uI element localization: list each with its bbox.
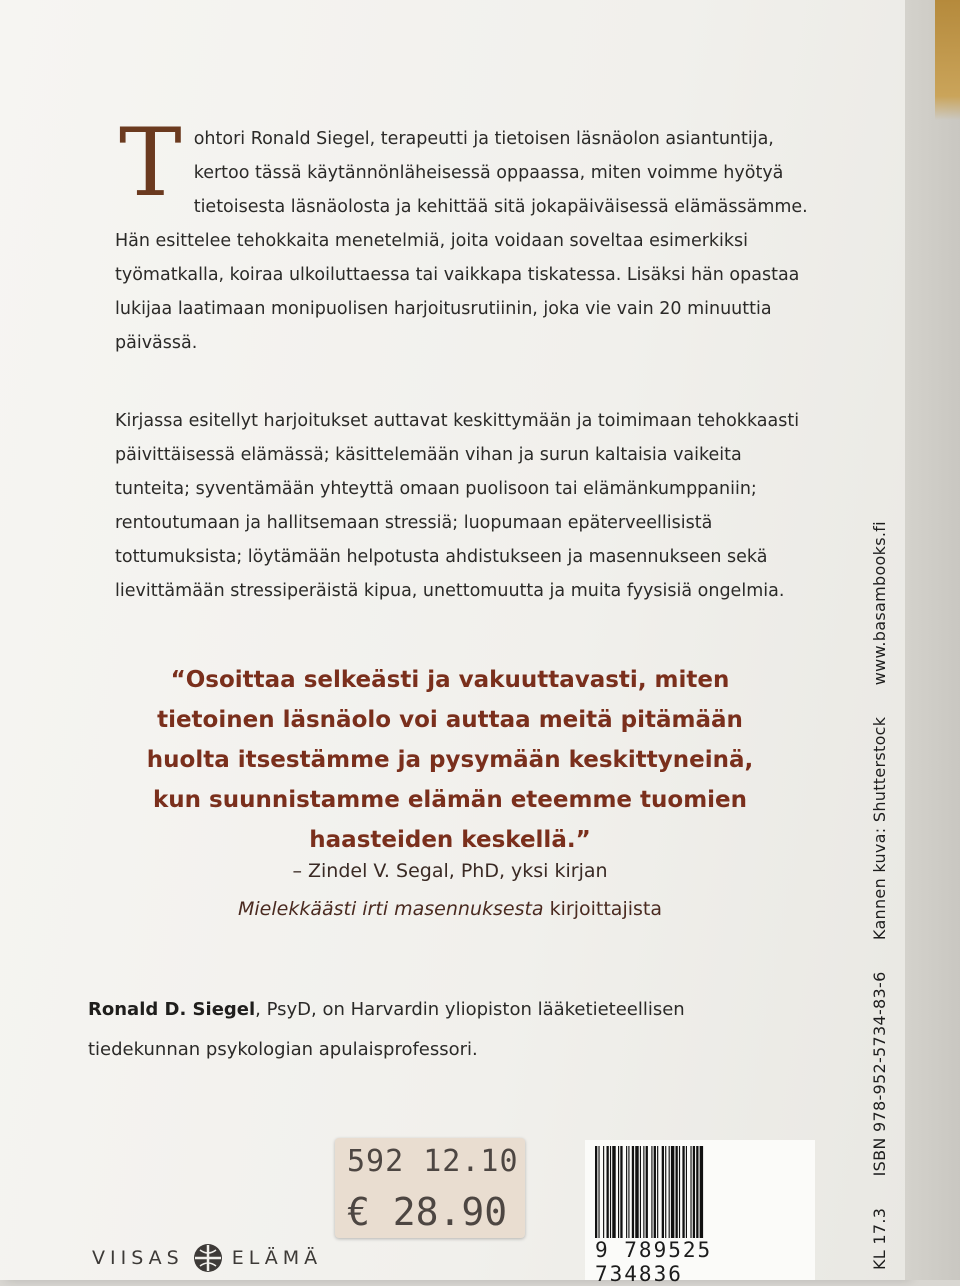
publisher-emblem-icon xyxy=(192,1242,224,1274)
drop-cap: T xyxy=(119,109,182,218)
publisher-website: www.basambooks.fi xyxy=(870,521,889,686)
quote-book-suffix: kirjoittajista xyxy=(543,898,663,920)
author-description: , PsyD, on Harvardin yliopiston lääketieteellisen tiedekunnan psykologian apulaisprofessori. xyxy=(88,999,685,1060)
quote-book-title: Mielekkäästi irti masennuksesta xyxy=(237,898,544,920)
barcode-digits: 9 789525 734836 xyxy=(595,1238,713,1286)
cover-credit: Kannen kuva: Shutterstock xyxy=(870,716,889,941)
barcode xyxy=(585,1140,815,1286)
quote-source xyxy=(140,898,760,920)
classification: KL 17.3 xyxy=(870,1207,889,1270)
intro-text: ohtori Ronald Siegel, terapeutti ja tietoisen läsnäolon asiantuntija, kertoo tässä käytännönläheisessä oppaassa, miten voimme hyötyä tietoisesta läsnäolosta ja kehittää sitä jokapäiväisessä elämässämme. Hän esittelee tehokkaita menetelmiä, joita voidaan soveltaa esimerkiksi työmatkalla, koiraa ulkoiluttaessa tai vaikkapa tiskatessa. Lisäksi hän opastaa lukijaa laatimaan monipuolisen harjoitusrutiinin, joka vie vain 20 minuuttia päivässä. xyxy=(115,129,808,353)
logo-text-right: ELÄMÄ xyxy=(231,1247,323,1269)
price-sticker xyxy=(335,1138,525,1238)
isbn: ISBN 978-952-5734-83-6 xyxy=(870,971,889,1177)
quote-attribution: – Zindel V. Segal, PhD, yksi kirjan xyxy=(292,860,608,882)
price-code: 592 12.10 xyxy=(347,1144,519,1179)
book-edge xyxy=(905,0,960,1280)
blurb-quote: “Osoittaa selkeästi ja vakuuttavasti, miten tietoinen läsnäolo voi auttaa meitä pitämään huolta itsestämme ja pysymään keskittyneinä, kun suunnistamme elämän eteemme tuomien haasteiden keskellä.” xyxy=(146,667,754,853)
logo-text-left: VIISAS xyxy=(92,1247,184,1269)
author-name: Ronald D. Siegel xyxy=(88,999,256,1020)
exercises-paragraph: Kirjassa esitellyt harjoitukset auttavat keskittymään ja toimimaan tehokkaasti päivittäisessä elämässä; käsittelemään vihan ja surun kaltaisia vaikeita tunteita; syventämään yhteyttä omaan puolisoon tai elämänkumppaniin; rentoutumaan ja hallitsemaan stressiä; luopumaan epäterveellisistä tottumuksista; löytämään helpotusta ahdistukseen ja masennukseen sekä lievittämään stressiperäistä kipua, unettomuutta ja muita fyysisiä ongelmia. xyxy=(115,411,800,601)
book-edge-gold xyxy=(935,0,960,120)
spine-text xyxy=(870,521,900,1270)
author-bio xyxy=(88,990,788,1070)
intro-paragraph xyxy=(115,109,815,360)
publisher-logo xyxy=(92,1243,322,1273)
price-value: € 28.90 xyxy=(347,1190,508,1234)
barcode-bars xyxy=(595,1146,805,1238)
